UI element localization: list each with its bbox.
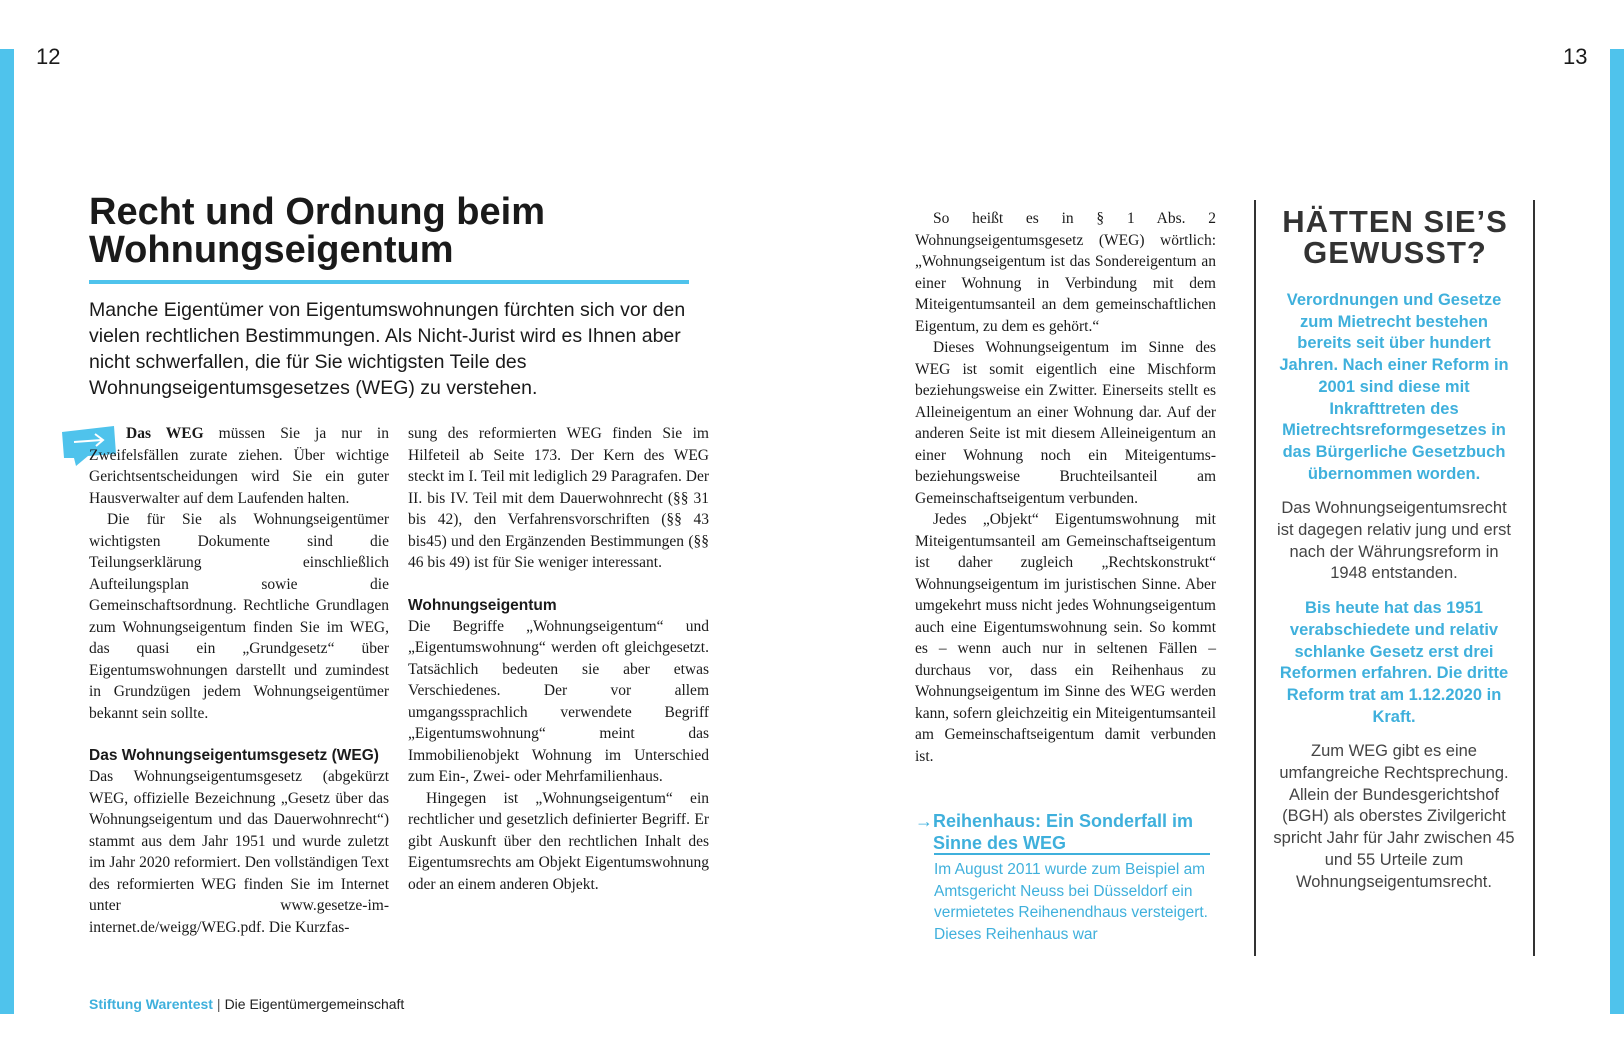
col2-subheading: Wohnungseigentum <box>408 596 557 614</box>
footer-book-title: Die Eigentümergemeinschaft <box>224 996 405 1012</box>
text-column-1 <box>89 423 389 938</box>
col3-paragraph-3: Jedes „Objekt“ Eigentumswohnung mit Miteigentumsanteil am Gemeinschaftseigentum ist daher zugleich „Rechtskonstrukt“ Wohnungseigentum im juristischen Sinne. Aber umgekehrt muss nicht jedes Wohnungseigentum auch eine Eigentumswohnung sein. So kommt es – wenn auch nur in seltenen Fällen – durchaus vor, dass ein Reihenhaus zu Wohnungseigentum im Sinne des WEG werden kann, sofern gleichzeitig ein Miteigentumsanteil am Gemeinschaftseigentum damit verbunden ist. <box>915 511 1216 765</box>
page-number-right: 13 <box>1563 44 1588 69</box>
col3-paragraph-1: So heißt es in § 1 Abs. 2 Wohnungseigentumsgesetz (WEG) wörtlich: „Wohnungseigentum ist das Sondereigentum an einer Wohnung in Verbindung mit dem Miteigentumsanteil an dem gemeinschaftlichen Eigentum, zu dem es gehört.“ <box>915 210 1216 335</box>
col2-paragraph-3: Hingegen ist „Wohnungseigentum“ ein rechtlicher und gesetzlich definierter Begriff. Er gibt Auskunft über den rechtlichen Inhalt des Eigentumsrechts am Objekt Eigentumswohnung oder an einem anderen Objekt. <box>408 789 709 893</box>
footer-brand: Stiftung Warentest <box>89 996 213 1012</box>
text-column-2 <box>408 423 709 895</box>
col1-subheading: Das Wohnungseigentumsgesetz (WEG) <box>89 747 379 764</box>
info-box-heading-text: Reihenhaus: Ein Sonderfall im Sinne des WEG <box>933 811 1194 853</box>
title-underline <box>89 280 689 284</box>
page-footer <box>89 996 404 1012</box>
right-edge-bar <box>1610 49 1624 1014</box>
col1-paragraph-2: Die für Sie als Wohnungseigentümer wichtigsten Dokumente sind die Teilungserklärung einschließlich Aufteilungsplan sowie die Gemeinschaftsordnung. Rechtliche Grundlagen zum Wohnungseigentum finden Sie im WEG, das quasi ein „Grundgesetz“ über Eigentumswohnungen darstellt und zumindest in Grundzügen jedem Wohnungseigentümer bekannt sein sollte. <box>89 511 389 722</box>
col1-paragraph-3: Das Wohnungseigentumsgesetz (abgekürzt WEG, offizielle Bezeichnung „Gesetz über das Wohnungseigentum und das Dauerwohnrecht“) stammt aus dem Jahr 1951 und wurde zuletzt im Jahr 2020 reformiert. Den vollständigen Text des reformierten WEG finden Sie im Internet unter www.gesetze-im-internet.de/weigg/WEG.pdf. Die Kurzfas- <box>89 768 389 936</box>
col2-paragraph-2: Die Begriffe „Wohnungseigentum“ und „Eigentumswohnung“ werden oft gleichgesetzt. Tatsächlich bedeuten sie aber etwas Verschiedenes. Der vor allem umgangssprachlich verwendete Begriff „Eigentumswohnung“ meint das Immobilienobjekt Wohnung im Unterschied zum Ein-, Zwei- oder Mehrfamilienhaus. <box>408 617 709 785</box>
info-box-text: Im August 2011 wurde zum Beispiel am Amtsgericht Neuss bei Düsseldorf ein vermietetes Reihenendhaus versteigert. Dieses Reihenhaus war <box>934 861 1208 943</box>
page-number-left: 12 <box>36 44 61 69</box>
sidebar-fact-2: Das Wohnungseigentumsrecht ist dagegen relativ jung und erst nach der Währungsreform in 1948 entstanden. <box>1277 499 1511 583</box>
sidebar-fact-1: Verordnungen und Gesetze zum Mietrecht bestehen bereits seit über hundert Jahren. Nach einer Reform in 2001 sind diese mit Inkrafttreten des Mietrechtsreformgesetzes in das Bürgerliche Gesetzbuch übernommen worden. <box>1279 291 1509 483</box>
sidebar-content <box>1272 290 1516 893</box>
info-box-heading <box>915 810 1215 854</box>
col1-lead-in: Das WEG <box>126 425 204 442</box>
sidebar-fact-3: Bis heute hat das 1951 verabschiedete und relativ schlanke Gesetz erst drei Reformen erfahren. Die dritte Reform trat am 1.12.2020 in Kraft. <box>1279 599 1509 726</box>
sidebar-left-rule <box>1254 200 1256 956</box>
sidebar-heading: HÄTTEN SIE’S GEWUSST? <box>1282 204 1508 270</box>
text-column-3 <box>915 208 1216 767</box>
arrow-right-icon: → <box>915 811 933 831</box>
lead-paragraph: Manche Eigentümer von Eigentumswohnungen fürchten sich vor den vielen rechtlichen Bestimmungen. Als Nicht-Jurist wird es Ihnen aber nicht schwerfallen, die für Sie wichtigsten Teile des Wohnungseigentumsgesetzes (WEG) zu verstehen. <box>89 299 686 399</box>
page-title: Recht und Ordnung beim Wohnungseigentum <box>89 191 545 271</box>
col2-paragraph-1: sung des reformierten WEG finden Sie im Hilfeteil ab Seite 173. Der Kern des WEG steckt im I. Teil mit lediglich 29 Paragrafen. Der II. bis IV. Teil mit dem Dauerwohnrecht (§§ 31 bis 42), den Verfahrensvorschriften (§§ 43 bis45) und den Ergänzenden Bestimmungen (§§ 46 bis 49) ist für Sie weniger interessant. <box>408 425 709 571</box>
left-edge-bar <box>0 49 14 1014</box>
sidebar-fact-4: Zum WEG gibt es eine umfangreiche Rechtsprechung. Allein der Bundesgerichtshof (BGH) als oberstes Zivilgericht spricht Jahr für Jahr zwischen 45 und 55 Urteile zum Wohnungseigentumsrecht. <box>1273 742 1515 891</box>
col3-paragraph-2: Dieses Wohnungseigentum im Sinne des WEG ist somit eigentlich eine Mischform beziehungsweise ein Zwitter. Einerseits stellt es Alleineigentum an einer Wohnung dar. Auf der anderen Seite ist mit diesem Alleineigentum an einer Wohnung noch ein Miteigentums- beziehungsweise Bruchteilsanteil am Gemeinschaftseigentum verbunden. <box>915 339 1216 507</box>
footer-separator: | <box>216 996 221 1012</box>
info-box-rule <box>934 853 1210 855</box>
sidebar-right-rule <box>1533 200 1535 956</box>
col1-paragraph-1 <box>89 423 389 509</box>
col1-paragraph-1-text: müssen Sie ja nur in Zweifelsfällen zurate ziehen. Über wichtige Gerichtsentscheidungen wird Sie ein guter Hausverwalter auf dem Laufenden halten. <box>89 425 389 507</box>
